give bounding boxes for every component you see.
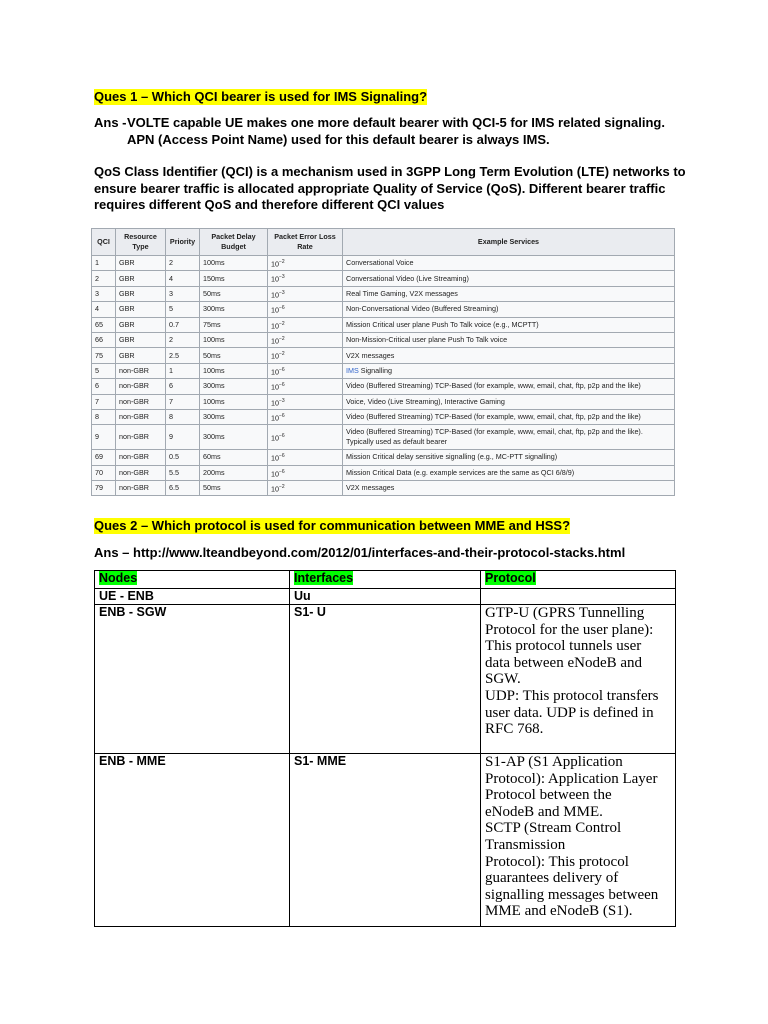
- delay-cell: 60ms: [200, 450, 268, 465]
- table-row: [92, 409, 675, 424]
- interface-cell: S1- MME: [290, 754, 481, 927]
- priority-cell: 1: [166, 363, 200, 378]
- table-row: [92, 363, 675, 378]
- delay-cell: 50ms: [200, 348, 268, 363]
- loss-rate-cell: $10^{-2}$: [268, 481, 343, 496]
- qci-header-services: Example Services: [343, 229, 675, 256]
- resource-type-cell: GBR: [116, 348, 166, 363]
- delay-cell: 50ms: [200, 286, 268, 301]
- nodes-cell: ENB - SGW: [95, 605, 290, 754]
- service-cell: Conversational Voice: [343, 256, 675, 271]
- qci-cell: 75: [92, 348, 116, 363]
- qci-header-priority: Priority: [166, 229, 200, 256]
- delay-cell: 100ms: [200, 256, 268, 271]
- service-cell: Video (Buffered Streaming) TCP-Based (for example, www, email, chat, ftp, p2p and the like). Typically used as default bearer: [343, 425, 675, 450]
- loss-rate-cell: $10^{-3}$: [268, 394, 343, 409]
- service-cell: Voice, Video (Live Streaming), Interactive Gaming: [343, 394, 675, 409]
- qci-header-delay: Packet Delay Budget: [200, 229, 268, 256]
- table-row: [92, 379, 675, 394]
- service-cell: V2X messages: [343, 348, 675, 363]
- qci-table: [91, 228, 675, 496]
- loss-rate-cell: $10^{-6}$: [268, 450, 343, 465]
- priority-cell: 8: [166, 409, 200, 424]
- priority-cell: 9: [166, 425, 200, 450]
- resource-type-cell: GBR: [116, 317, 166, 332]
- resource-type-cell: GBR: [116, 256, 166, 271]
- table-row: [95, 754, 676, 927]
- qci-cell: 7: [92, 394, 116, 409]
- priority-cell: 6: [166, 379, 200, 394]
- interface-cell: Uu: [290, 589, 481, 605]
- qci-description: [94, 164, 694, 214]
- qci-description-line-2: ensure bearer traffic is allocated appropriate Quality of Service (QoS). Different bearer traffic: [94, 180, 666, 196]
- qci-header-qci: QCI: [92, 229, 116, 256]
- table-row: [92, 302, 675, 317]
- resource-type-cell: GBR: [116, 286, 166, 301]
- table-row: [92, 348, 675, 363]
- qci-description-line-1: QoS Class Identifier (QCI) is a mechanism used in 3GPP Long Term Evolution (LTE) networks to: [94, 164, 686, 179]
- priority-cell: 5: [166, 302, 200, 317]
- priority-cell: 0.7: [166, 317, 200, 332]
- priority-cell: 0.5: [166, 450, 200, 465]
- priority-cell: 2: [166, 332, 200, 347]
- answer-2: Ans – http://www.lteandbeyond.com/2012/01/interfaces-and-their-protocol-stacks.html: [94, 545, 626, 560]
- answer-1-prefix: Ans -: [94, 115, 127, 130]
- resource-type-cell: non-GBR: [116, 363, 166, 378]
- qci-cell: 6: [92, 379, 116, 394]
- delay-cell: 50ms: [200, 481, 268, 496]
- priority-cell: 4: [166, 271, 200, 286]
- qci-cell: 1: [92, 256, 116, 271]
- loss-rate-cell: $10^{-6}$: [268, 379, 343, 394]
- question-2: Ques 2 – Which protocol is used for communication between MME and HSS?: [94, 518, 571, 533]
- qci-header-loss-rate: Packet Error Loss Rate: [268, 229, 343, 256]
- protocol-cell: S1-AP (S1 Application Protocol): Application Layer Protocol between the eNodeB and MME. SCTP (Stream Control Transmission Protocol): This protocol guarantees delivery of signalling messages between MME and eNodeB (S1).: [481, 754, 676, 927]
- delay-cell: 100ms: [200, 332, 268, 347]
- header-interfaces: Interfaces: [290, 571, 481, 589]
- priority-cell: 2.5: [166, 348, 200, 363]
- resource-type-cell: non-GBR: [116, 409, 166, 424]
- table-row: [92, 332, 675, 347]
- qci-description-line-3: requires different QoS and therefore different QCI values: [94, 197, 445, 212]
- service-cell: Conversational Video (Live Streaming): [343, 271, 675, 286]
- service-cell: V2X messages: [343, 481, 675, 496]
- delay-cell: 75ms: [200, 317, 268, 332]
- table-row: [92, 450, 675, 465]
- resource-type-cell: non-GBR: [116, 379, 166, 394]
- table-row: [92, 394, 675, 409]
- resource-type-cell: GBR: [116, 271, 166, 286]
- qci-cell: 5: [92, 363, 116, 378]
- loss-rate-cell: $10^{-2}$: [268, 256, 343, 271]
- table-row: [92, 271, 675, 286]
- loss-rate-cell: $10^{-6}$: [268, 425, 343, 450]
- loss-rate-cell: $10^{-6}$: [268, 465, 343, 480]
- qci-cell: 66: [92, 332, 116, 347]
- service-cell: Video (Buffered Streaming) TCP-Based (for example, www, email, chat, ftp, p2p and the like): [343, 379, 675, 394]
- table-row: [92, 317, 675, 332]
- protocol-cell: [481, 589, 676, 605]
- service-cell: Mission Critical user plane Push To Talk voice (e.g., MCPTT): [343, 317, 675, 332]
- service-cell: Non-Conversational Video (Buffered Streaming): [343, 302, 675, 317]
- answer-1-line-1: VOLTE capable UE makes one more default bearer with QCI-5 for IMS related signaling.: [127, 115, 665, 130]
- question-1: Ques 1 – Which QCI bearer is used for IMS Signaling?: [94, 89, 428, 104]
- delay-cell: 300ms: [200, 302, 268, 317]
- resource-type-cell: non-GBR: [116, 481, 166, 496]
- priority-cell: 6.5: [166, 481, 200, 496]
- delay-cell: 300ms: [200, 409, 268, 424]
- protocol-table: [94, 570, 676, 927]
- service-cell: Video (Buffered Streaming) TCP-Based (for example, www, email, chat, ftp, p2p and the like): [343, 409, 675, 424]
- loss-rate-cell: $10^{-3}$: [268, 271, 343, 286]
- resource-type-cell: non-GBR: [116, 465, 166, 480]
- table-row: [92, 425, 675, 450]
- qci-cell: 2: [92, 271, 116, 286]
- protocol-table-header-row: [95, 571, 676, 589]
- loss-rate-cell: $10^{-2}$: [268, 317, 343, 332]
- loss-rate-cell: $10^{-6}$: [268, 363, 343, 378]
- interface-cell: S1- U: [290, 605, 481, 754]
- priority-cell: 3: [166, 286, 200, 301]
- service-cell: IMS Signalling: [343, 363, 675, 378]
- priority-cell: 7: [166, 394, 200, 409]
- resource-type-cell: non-GBR: [116, 425, 166, 450]
- table-row: [92, 286, 675, 301]
- qci-header-resource-type: Resource Type: [116, 229, 166, 256]
- table-row: [95, 605, 676, 754]
- priority-cell: 5.5: [166, 465, 200, 480]
- service-cell: Non-Mission-Critical user plane Push To Talk voice: [343, 332, 675, 347]
- table-row: [95, 589, 676, 605]
- qci-cell: 4: [92, 302, 116, 317]
- loss-rate-cell: $10^{-2}$: [268, 332, 343, 347]
- qci-cell: 65: [92, 317, 116, 332]
- table-row: [92, 256, 675, 271]
- service-cell: Mission Critical Data (e.g. example services are the same as QCI 6/8/9): [343, 465, 675, 480]
- delay-cell: 200ms: [200, 465, 268, 480]
- qci-cell: 3: [92, 286, 116, 301]
- service-cell: Real Time Gaming, V2X messages: [343, 286, 675, 301]
- qci-cell: 69: [92, 450, 116, 465]
- qci-cell: 9: [92, 425, 116, 450]
- protocol-cell: GTP-U (GPRS Tunnelling Protocol for the user plane): This protocol tunnels user data between eNodeB and SGW. UDP: This protocol transfers user data. UDP is defined in RFC 768.: [481, 605, 676, 754]
- delay-cell: 100ms: [200, 363, 268, 378]
- delay-cell: 100ms: [200, 394, 268, 409]
- loss-rate-cell: $10^{-2}$: [268, 348, 343, 363]
- header-protocol: Protocol: [481, 571, 676, 589]
- delay-cell: 150ms: [200, 271, 268, 286]
- loss-rate-cell: $10^{-6}$: [268, 409, 343, 424]
- priority-cell: 2: [166, 256, 200, 271]
- qci-table-header-row: [92, 229, 675, 256]
- table-row: [92, 481, 675, 496]
- qci-cell: 70: [92, 465, 116, 480]
- resource-type-cell: non-GBR: [116, 394, 166, 409]
- delay-cell: 300ms: [200, 425, 268, 450]
- nodes-cell: ENB - MME: [95, 754, 290, 927]
- answer-1-line-2: APN (Access Point Name) used for this default bearer is always IMS.: [127, 132, 550, 147]
- ims-link[interactable]: IMS: [346, 365, 359, 375]
- nodes-cell: UE - ENB: [95, 589, 290, 605]
- loss-rate-cell: $10^{-6}$: [268, 302, 343, 317]
- qci-table-body: [92, 256, 675, 496]
- resource-type-cell: GBR: [116, 302, 166, 317]
- qci-cell: 8: [92, 409, 116, 424]
- qci-cell: 79: [92, 481, 116, 496]
- header-nodes: Nodes: [95, 571, 290, 589]
- loss-rate-cell: $10^{-3}$: [268, 286, 343, 301]
- delay-cell: 300ms: [200, 379, 268, 394]
- table-row: [92, 465, 675, 480]
- resource-type-cell: GBR: [116, 332, 166, 347]
- resource-type-cell: non-GBR: [116, 450, 166, 465]
- service-cell: Mission Critical delay sensitive signalling (e.g., MC-PTT signalling): [343, 450, 675, 465]
